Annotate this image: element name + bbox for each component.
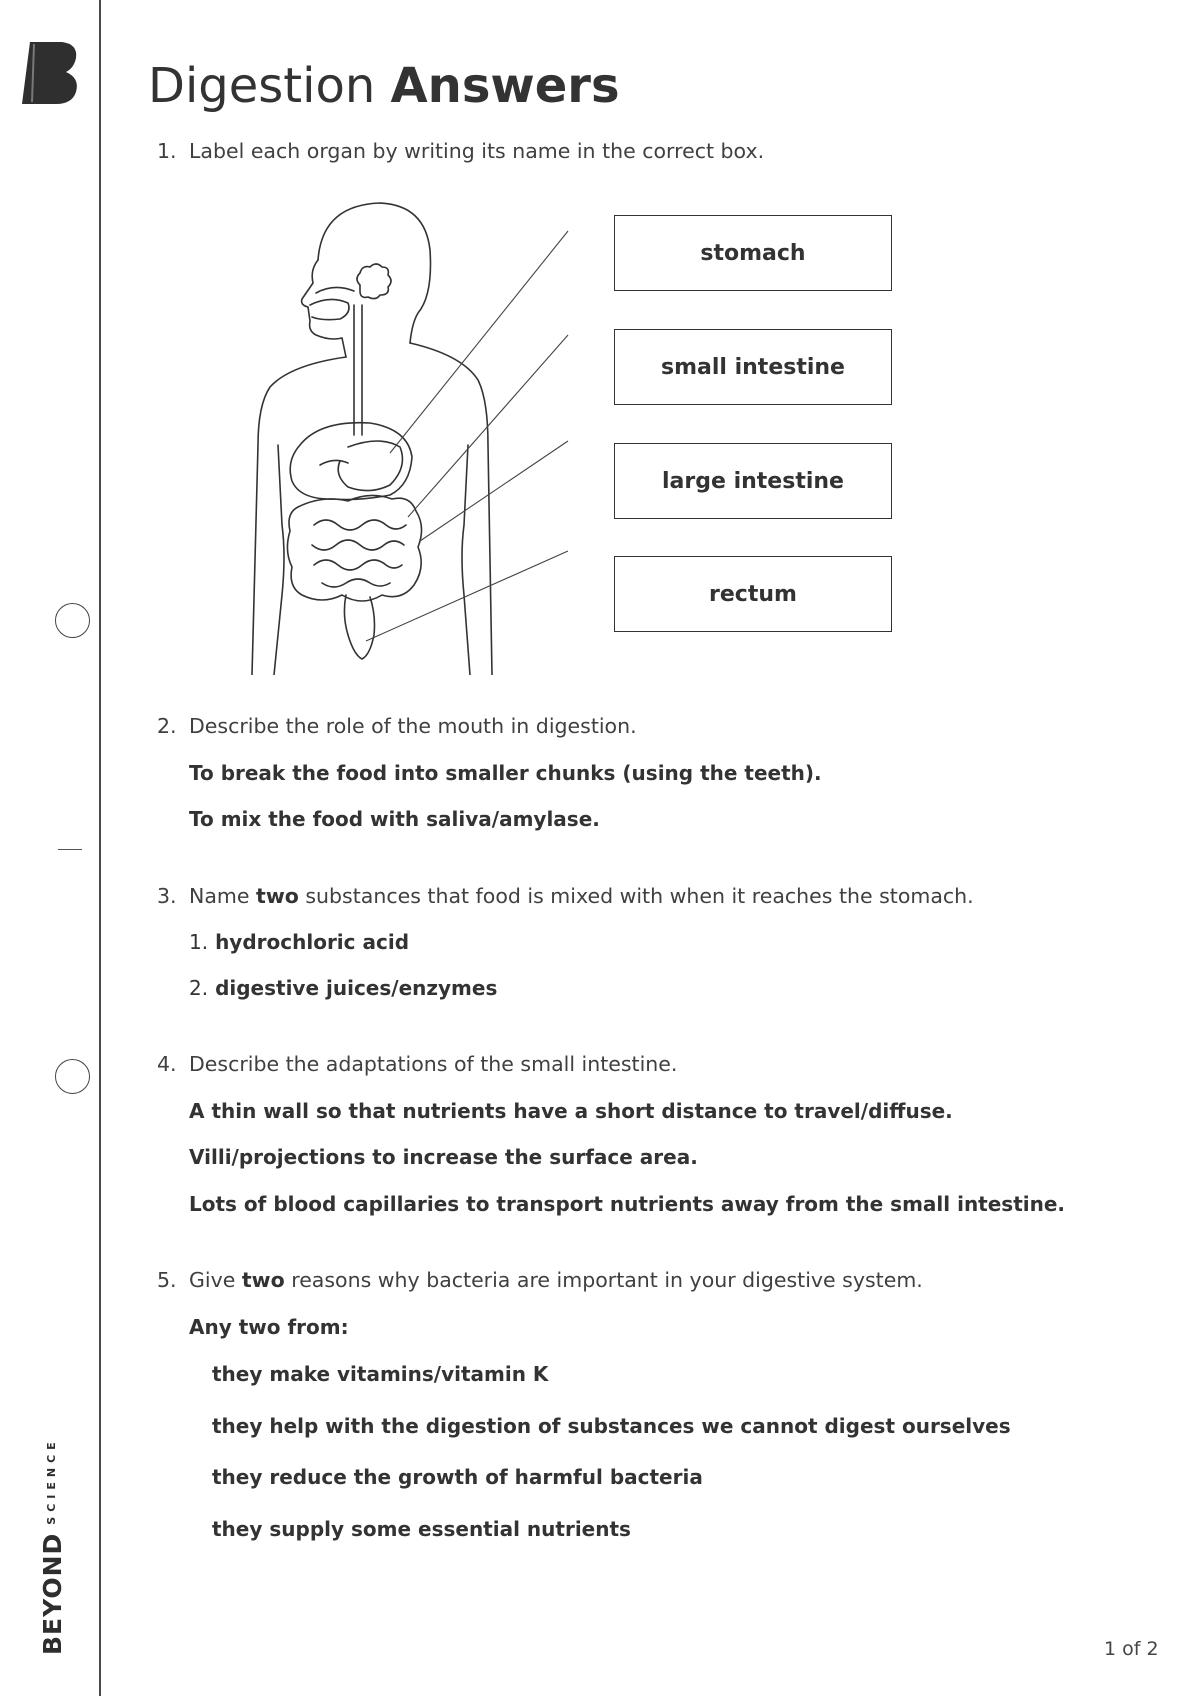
answer-line: 2. digestive juices/enzymes (189, 976, 498, 1000)
question-number: 1. (157, 139, 177, 163)
answer-line: To mix the food with saliva/amylase. (189, 807, 600, 831)
answer-intro: Any two from: (189, 1315, 349, 1339)
answer-line: Lots of blood capillaries to transport nutrients away from the small intestine. (189, 1192, 1066, 1216)
answer-line: they reduce the growth of harmful bacteria (212, 1465, 703, 1489)
label-text: small intestine (661, 354, 845, 380)
question-text: Name two substances that food is mixed with when it reaches the stomach. (189, 884, 974, 908)
page-number: 1 of 2 (1104, 1638, 1159, 1660)
fold-mark (58, 849, 82, 850)
label-box-small-intestine (614, 329, 892, 405)
question-number: 2. (157, 714, 177, 738)
title-bold: Answers (390, 58, 620, 114)
answer-line: they supply some essential nutrients (212, 1517, 631, 1541)
question-text: Give two reasons why bacteria are important in your digestive system. (189, 1268, 923, 1292)
label-box-large-intestine (614, 443, 892, 519)
punch-hole-bottom (55, 1059, 90, 1094)
answer-line: 1. hydrochloric acid (189, 930, 410, 954)
brand-name-secondary: SCIENCE (45, 1437, 58, 1525)
question-text: Describe the role of the mouth in digestion. (189, 714, 637, 738)
question-number: 5. (157, 1268, 177, 1292)
answer-line: Villi/projections to increase the surface area. (189, 1145, 698, 1169)
answer-line: A thin wall so that nutrients have a short distance to travel/diffuse. (189, 1099, 953, 1123)
question-number: 4. (157, 1052, 177, 1076)
answer-line: they help with the digestion of substances we cannot digest ourselves (212, 1414, 1011, 1438)
brand-wordmark (38, 1437, 67, 1655)
punch-hole-top (55, 603, 90, 638)
label-text: rectum (709, 581, 797, 607)
question-text: Label each organ by writing its name in the correct box. (189, 139, 765, 163)
label-text: large intestine (662, 468, 844, 494)
question-number: 3. (157, 884, 177, 908)
margin-rule (99, 0, 101, 1696)
label-text: stomach (700, 240, 806, 266)
beyond-logo-icon (22, 38, 84, 108)
label-box-rectum (614, 556, 892, 632)
label-box-stomach (614, 215, 892, 291)
page-title (148, 58, 620, 114)
answer-line: To break the food into smaller chunks (using the teeth). (189, 761, 822, 785)
brand-name-primary: BEYOND (38, 1532, 67, 1655)
title-regular: Digestion (148, 58, 376, 114)
question-text: Describe the adaptations of the small intestine. (189, 1052, 678, 1076)
answer-line: they make vitamins/vitamin K (212, 1362, 549, 1386)
